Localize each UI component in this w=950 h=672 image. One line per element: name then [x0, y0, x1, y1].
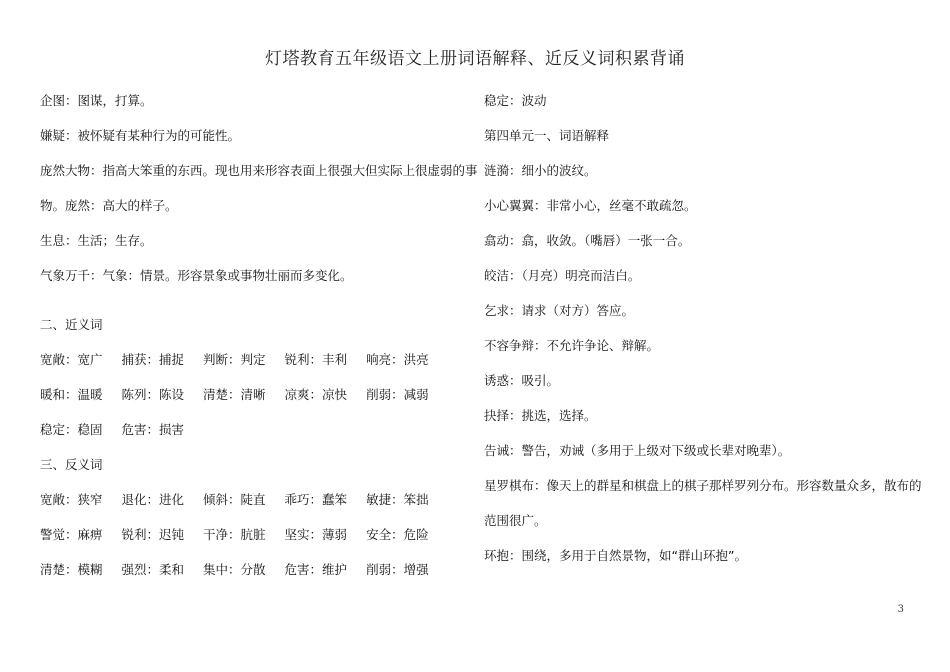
definition-line: 范围很广。: [484, 513, 547, 528]
word-pair: 退化：进化: [121, 492, 185, 507]
definition-line: 抉择：挑选，选择。: [484, 408, 597, 423]
word-pair: 判断：判定: [203, 352, 266, 367]
definition-line: 诱惑：吸引。: [484, 373, 560, 388]
definition-line: 庞然大物：指高大笨重的东西。现也用来形容表面上很强大但实际上很虚弱的事: [40, 163, 478, 178]
word-pair: 稳定：稳固: [40, 422, 103, 437]
definition-line: 企图：图谋，打算。: [40, 93, 153, 108]
word-pair: 集中：分散: [203, 562, 266, 577]
right-column: [484, 90, 922, 580]
word-pair: 宽敞：狭窄: [40, 492, 103, 507]
word-pair: 响亮：洪亮: [366, 352, 429, 367]
word-pair: 乖巧：蠢笨: [284, 492, 348, 507]
page-number: 3: [897, 604, 904, 615]
left-column: [40, 90, 478, 594]
word-pair: 危害：维护: [284, 562, 348, 577]
page-title: 灯塔教育五年级语文上册词语解释、近反义词积累背诵: [265, 49, 685, 69]
text-line: 稳定：波动: [484, 93, 547, 108]
definition-line: 小心翼翼：非常小心，丝毫不敢疏忽。: [484, 198, 697, 213]
antonym-row: [40, 524, 470, 559]
definition-line: 环抱：围绕，多用于自然景物，如“群山环抱”。: [484, 548, 747, 563]
word-pair: 锐利：丰利: [284, 352, 348, 367]
antonyms-heading: 三、反义词: [40, 457, 103, 472]
word-pair: 危害：损害: [121, 422, 185, 437]
word-pair: 清楚：清晰: [203, 387, 266, 402]
synonym-row: [40, 419, 470, 454]
section-heading: 第四单元一、词语解释: [484, 128, 610, 143]
word-pair: 锐利：迟钝: [121, 527, 185, 542]
word-pair: 宽敞：宽广: [40, 352, 103, 367]
word-pair: 干净：肮脏: [203, 527, 266, 542]
word-pair: 倾斜：陡直: [203, 492, 266, 507]
synonym-row: [40, 384, 470, 419]
word-pair: 敏捷：笨拙: [366, 492, 429, 507]
definition-line: 生息：生活；生存。: [40, 233, 153, 248]
word-pair: 削弱：增强: [366, 562, 429, 577]
antonym-row: [40, 489, 470, 524]
definition-line: 星罗棋布：像天上的群星和棋盘上的棋子那样罗列分布。形容数量众多，散布的: [484, 478, 922, 493]
word-pair: 凉爽：凉快: [284, 387, 348, 402]
word-pair: 安全：危险: [366, 527, 429, 542]
word-pair: 削弱：减弱: [366, 387, 429, 402]
definition-line: 气象万千：气象：情景。形容景象或事物壮丽而多变化。: [40, 268, 353, 283]
definition-line: 乞求：请求（对方）答应。: [484, 303, 635, 318]
word-pair: 清楚：模糊: [40, 562, 103, 577]
definition-line: 物。庞然：高大的样子。: [40, 198, 178, 213]
word-pair: 暖和：温暖: [40, 387, 103, 402]
synonym-row: [40, 349, 470, 384]
word-pair: 强烈：柔和: [121, 562, 185, 577]
definition-line: 不容争辩：不允许争论、辩解。: [484, 338, 660, 353]
word-pair: 捕获：捕捉: [121, 352, 185, 367]
word-pair: 陈列：陈设: [121, 387, 185, 402]
definition-line: 涟漪：细小的波纹。: [484, 163, 597, 178]
definition-line: 皎洁：（月亮）明亮而洁白。: [484, 268, 641, 283]
synonyms-heading: 二、近义词: [40, 317, 103, 332]
definition-line: 嫌疑：被怀疑有某种行为的可能性。: [40, 128, 241, 143]
definition-line: 翕动：翕，收敛。（嘴唇）一张一合。: [484, 233, 691, 248]
word-pair: 坚实：薄弱: [284, 527, 348, 542]
definition-line: 告诫：警告，劝诫（多用于上级对下级或长辈对晚辈）。: [484, 443, 791, 458]
antonym-row: [40, 559, 470, 594]
word-pair: 警觉：麻痹: [40, 527, 103, 542]
